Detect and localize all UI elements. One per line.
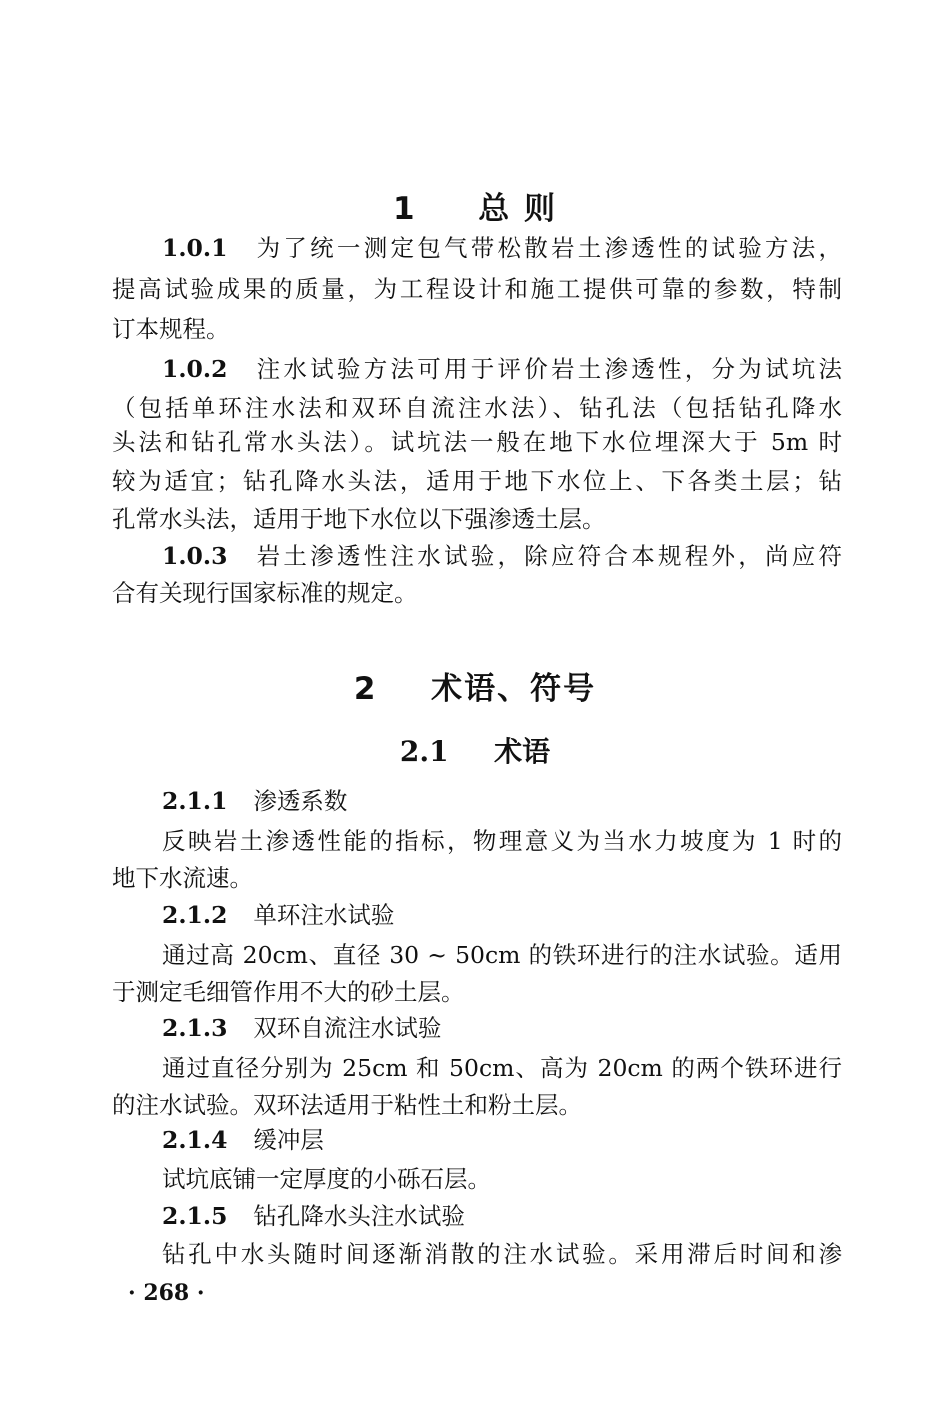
chapter-2-number: 2: [353, 671, 378, 707]
term-2-1-2-line-2: 于测定毛细管作用不大的砂土层。: [112, 978, 465, 1006]
term-2-1-4-line-1: 试坑底铺一定厚度的小砾石层。: [162, 1165, 491, 1193]
clause-text: 注水试验方法可用于评价岩土渗透性，分为试坑法: [253, 355, 842, 383]
term-number: 2.1.5: [162, 1202, 228, 1230]
term-2-1-3-line-1: 通过直径分别为 25cm 和 50cm、高为 20cm 的两个铁环进行: [162, 1054, 842, 1082]
term-2-1-3-heading: [162, 1013, 441, 1043]
clause-number: 1.0.2: [162, 355, 228, 383]
chapter-1-heading: [0, 183, 950, 228]
section-2-1-heading: [0, 730, 950, 770]
section-2-1-number: 2.1: [399, 735, 449, 768]
term-name: 双环自流注水试验: [253, 1014, 442, 1042]
term-2-1-1-line-1: 反映岩土渗透性能的指标，物理意义为当水力坡度为 1 时的: [162, 827, 842, 855]
term-number: 2.1.3: [162, 1014, 228, 1042]
clause-number: 1.0.3: [162, 542, 228, 570]
clause-text: 为了统一测定包气带松散岩土渗透性的试验方法，: [253, 234, 842, 262]
clause-1-0-2-line-2: （包括单环注水法和双环自流注水法）、钻孔法（包括钻孔降水: [112, 394, 842, 422]
clause-1-0-1-line-2: 提高试验成果的质量，为工程设计和施工提供可靠的参数，特制: [112, 275, 842, 303]
term-2-1-5-line-1: 钻孔中水头随时间逐渐消散的注水试验。采用滞后时间和渗: [162, 1240, 842, 1268]
chapter-1-number: 1: [393, 191, 417, 227]
clause-1-0-2-line-4: 较为适宜；钻孔降水头法，适用于地下水位上、下各类土层；钻: [112, 467, 842, 495]
term-number: 2.1.2: [162, 901, 228, 929]
term-name: 钻孔降水头注水试验: [253, 1202, 465, 1230]
clause-1-0-2-line-5: 孔常水头法，适用于地下水位以下强渗透土层。: [112, 505, 606, 533]
chapter-2-heading: [0, 663, 950, 708]
chapter-1-title: 总 则: [478, 191, 557, 227]
term-2-1-2-line-1: 通过高 20cm、直径 30 ~ 50cm 的铁环进行的注水试验。适用: [162, 941, 842, 969]
clause-text: 岩土渗透性注水试验，除应符合本规程外，尚应符: [253, 542, 842, 570]
term-2-1-3-line-2: 的注水试验。双环法适用于粘性土和粉土层。: [112, 1091, 582, 1119]
term-number: 2.1.1: [162, 787, 228, 815]
term-2-1-1-heading: [162, 786, 347, 816]
term-2-1-1-line-2: 地下水流速。: [112, 864, 253, 892]
chapter-2-title: 术语、符号: [431, 671, 597, 707]
clause-1-0-2-line-1: [162, 354, 842, 384]
clause-1-0-1-line-3: 订本规程。: [112, 315, 230, 343]
term-2-1-4-heading: [162, 1125, 324, 1155]
term-name: 缓冲层: [253, 1126, 324, 1154]
section-2-1-title: 术语: [494, 735, 551, 768]
term-number: 2.1.4: [162, 1126, 228, 1154]
clause-1-0-3-line-1: [162, 541, 842, 571]
clause-1-0-2-line-3: 头法和钻孔常水头法）。试坑法一般在地下水位埋深大于 5m 时: [112, 428, 842, 456]
term-2-1-5-heading: [162, 1201, 465, 1231]
clause-1-0-3-line-2: 合有关现行国家标准的规定。: [112, 579, 418, 607]
clause-number: 1.0.1: [162, 234, 228, 262]
clause-1-0-1-line-1: [162, 233, 842, 263]
term-2-1-2-heading: [162, 900, 394, 930]
page-number: · 268 ·: [128, 1280, 205, 1306]
term-name: 单环注水试验: [253, 901, 395, 929]
term-name: 渗透系数: [253, 787, 348, 815]
